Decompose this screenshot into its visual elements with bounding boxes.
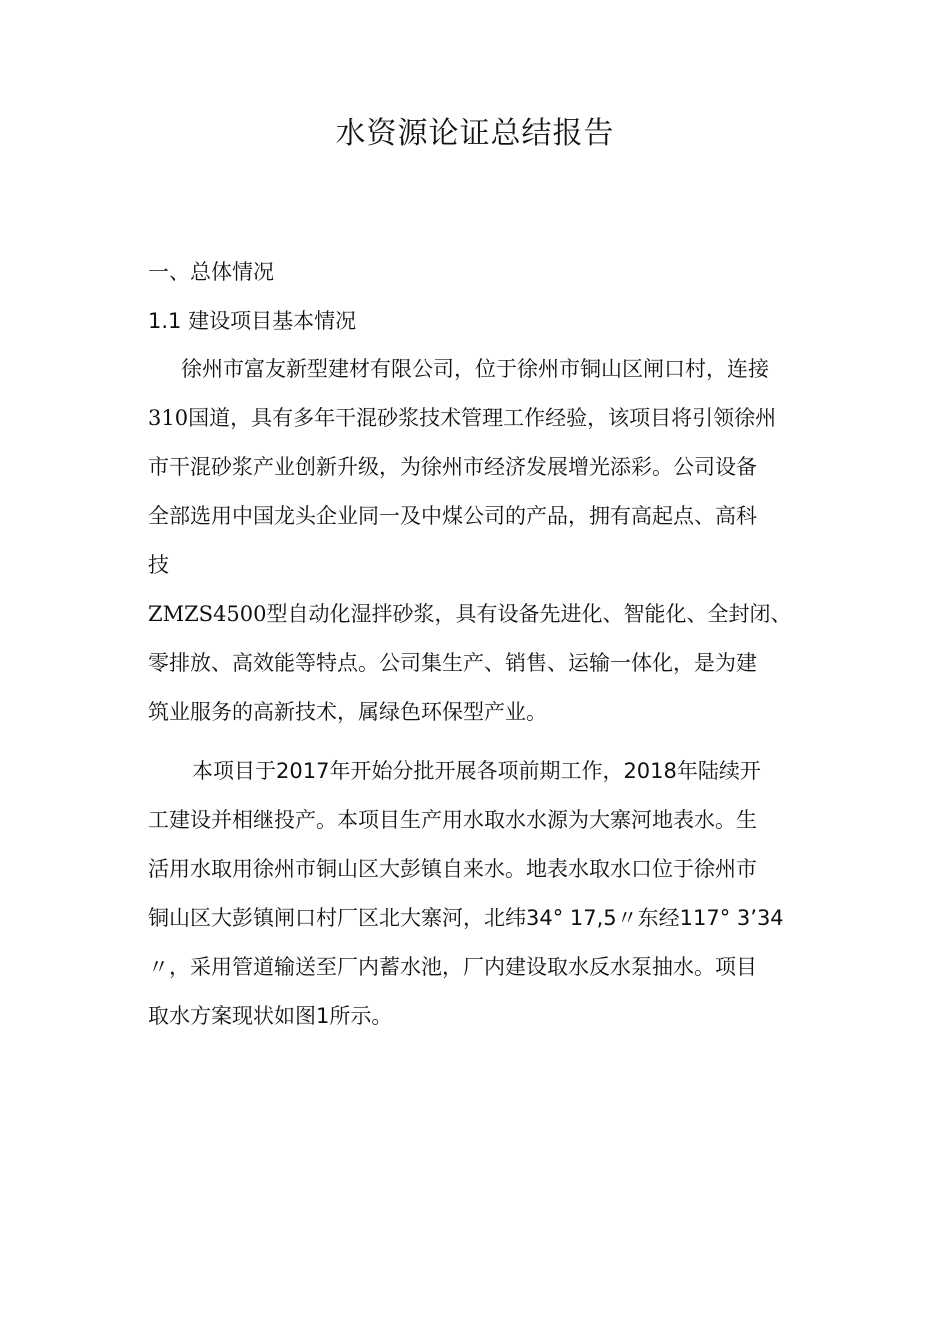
paragraph-line: 筑业服务的高新技术，属绿色环保型产业。 xyxy=(148,700,547,724)
paragraph-line: 市干混砂浆产业创新升级，为徐州市经济发展增光添彩。公司设备 xyxy=(148,455,757,479)
paragraph-line: 零排放、高效能等特点。公司集生产、销售、运输一体化，是为建 xyxy=(148,651,757,675)
paragraph-line: 徐州市富友新型建材有限公司，位于徐州市铜山区闸口村，连接 xyxy=(181,357,769,381)
document-title: 水资源论证总结报告 xyxy=(335,116,615,151)
paragraph-line: 技 xyxy=(148,553,169,577)
paragraph-line: ZMZS4500型自动化湿拌砂浆，具有设备先进化、智能化、全封闭、 xyxy=(148,602,792,626)
paragraph-line: 310国道，具有多年干混砂浆技术管理工作经验，该项目将引领徐州 xyxy=(148,406,777,430)
paragraph-company-overview xyxy=(148,354,808,746)
paragraph-water-source xyxy=(148,756,808,1050)
paragraph-line: 铜山区大彭镇闸口村厂区北大寨河，北纬34° 17,5〃东经117° 3’34 xyxy=(148,906,784,930)
section-heading: 一、总体情况 xyxy=(148,260,274,284)
paragraph-line: 活用水取用徐州市铜山区大彭镇自来水。地表水取水口位于徐州市 xyxy=(148,857,757,881)
paragraph-line: 〃，采用管道输送至厂内蓄水池，厂内建设取水反水泵抽水。项目 xyxy=(148,955,757,979)
paragraph-line: 工建设并相继投产。本项目生产用水取水水源为大寨河地表水。生 xyxy=(148,808,757,832)
paragraph-line: 全部选用中国龙头企业同一及中煤公司的产品，拥有高起点、高科 xyxy=(148,504,757,528)
paragraph-line: 本项目于2017年开始分批开展各项前期工作，2018年陆续开 xyxy=(192,759,761,783)
paragraph-line: 取水方案现状如图1所示。 xyxy=(148,1004,393,1028)
subsection-heading: 1.1 建设项目基本情况 xyxy=(148,309,357,333)
